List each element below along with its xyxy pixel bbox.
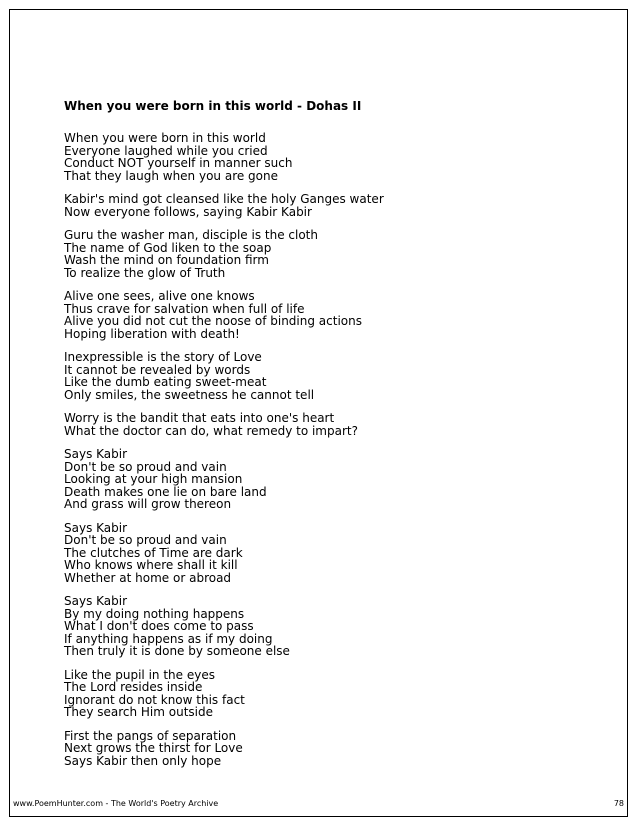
poem-line: When you were born in this world bbox=[64, 131, 266, 145]
poem-line: They search Him outside bbox=[64, 705, 214, 719]
poem-line: And grass will grow thereon bbox=[64, 497, 232, 511]
poem-line: To realize the glow of Truth bbox=[64, 265, 226, 280]
poem-line: Conduct NOT yourself in manner such bbox=[64, 156, 293, 170]
poem-line: Don't be so proud and vain bbox=[64, 533, 227, 547]
poem-line: Hoping liberation with death! bbox=[64, 326, 240, 341]
poem-line: If anything happens as if my doing bbox=[64, 631, 273, 646]
poem-line: What I don't does come to pass bbox=[64, 619, 254, 633]
poem-stanza bbox=[64, 730, 584, 768]
poem-stanzas bbox=[64, 132, 584, 767]
poem-stanza bbox=[64, 290, 584, 340]
poem-stanza bbox=[64, 448, 584, 511]
poem-line: By my doing nothing happens bbox=[64, 606, 245, 621]
poem-line: First the pangs of separation bbox=[64, 728, 237, 743]
poem-line: Death makes one lie on bare land bbox=[64, 484, 267, 499]
poem-stanza bbox=[64, 595, 584, 658]
poem-stanza bbox=[64, 412, 584, 437]
poem-line: Like the dumb eating sweet-meat bbox=[64, 375, 267, 389]
page-footer bbox=[13, 797, 624, 811]
poem-line: Ignorant do not know this fact bbox=[64, 692, 245, 707]
poem-line: Kabir's mind got cleansed like the holy Ganges water bbox=[64, 192, 384, 206]
poem-line: The clutches of Time are dark bbox=[64, 545, 243, 560]
poem-stanza bbox=[64, 351, 584, 401]
poem-content bbox=[64, 99, 584, 778]
poem-line: Who knows where shall it kill bbox=[64, 558, 238, 572]
poem-line: The name of God liken to the soap bbox=[64, 240, 272, 255]
poem-line: The Lord resides inside bbox=[64, 680, 203, 694]
poem-line: Alive one sees, alive one knows bbox=[64, 289, 255, 303]
poem-line: Alive you did not cut the noose of binding actions bbox=[64, 314, 362, 328]
poem-line: Says Kabir bbox=[64, 447, 128, 461]
poem-line: Wash the mind on foundation firm bbox=[64, 253, 269, 267]
poem-stanza bbox=[64, 132, 584, 182]
poem-line: Looking at your high mansion bbox=[64, 472, 243, 486]
poem-line: Then truly it is done by someone else bbox=[64, 644, 290, 658]
poem-stanza bbox=[64, 229, 584, 279]
poem-line: Says Kabir bbox=[64, 594, 128, 608]
poem-line: Guru the washer man, disciple is the cloth bbox=[64, 228, 318, 242]
poem-line: Only smiles, the sweetness he cannot tell bbox=[64, 387, 315, 402]
poem-line: Everyone laughed while you cried bbox=[64, 143, 268, 158]
poem-title: When you were born in this world - Dohas II bbox=[64, 99, 362, 113]
poem-line: Worry is the bandit that eats into one's heart bbox=[64, 411, 335, 425]
poem-line: Says Kabir then only hope bbox=[64, 753, 222, 768]
poem-line: What the doctor can do, what remedy to impart? bbox=[64, 423, 358, 438]
poem-line: Now everyone follows, saying Kabir Kabir bbox=[64, 204, 312, 219]
poem-line: Don't be so proud and vain bbox=[64, 459, 227, 474]
footer-source: www.PoemHunter.com - The World's Poetry Archive bbox=[13, 799, 219, 808]
poem-stanza bbox=[64, 193, 584, 218]
poem-line: That they laugh when you are gone bbox=[64, 168, 279, 183]
poem-line: It cannot be revealed by words bbox=[64, 362, 251, 377]
poem-line: Inexpressible is the story of Love bbox=[64, 350, 262, 364]
poem-line: Next grows the thirst for Love bbox=[64, 741, 243, 755]
poem-stanza bbox=[64, 669, 584, 719]
poem-line: Like the pupil in the eyes bbox=[64, 667, 215, 682]
poem-stanza bbox=[64, 522, 584, 585]
poem-line: Whether at home or abroad bbox=[64, 570, 232, 585]
poem-line: Thus crave for salvation when full of life bbox=[64, 301, 305, 316]
page-number: 78 bbox=[613, 799, 624, 808]
poem-line: Says Kabir bbox=[64, 520, 128, 535]
